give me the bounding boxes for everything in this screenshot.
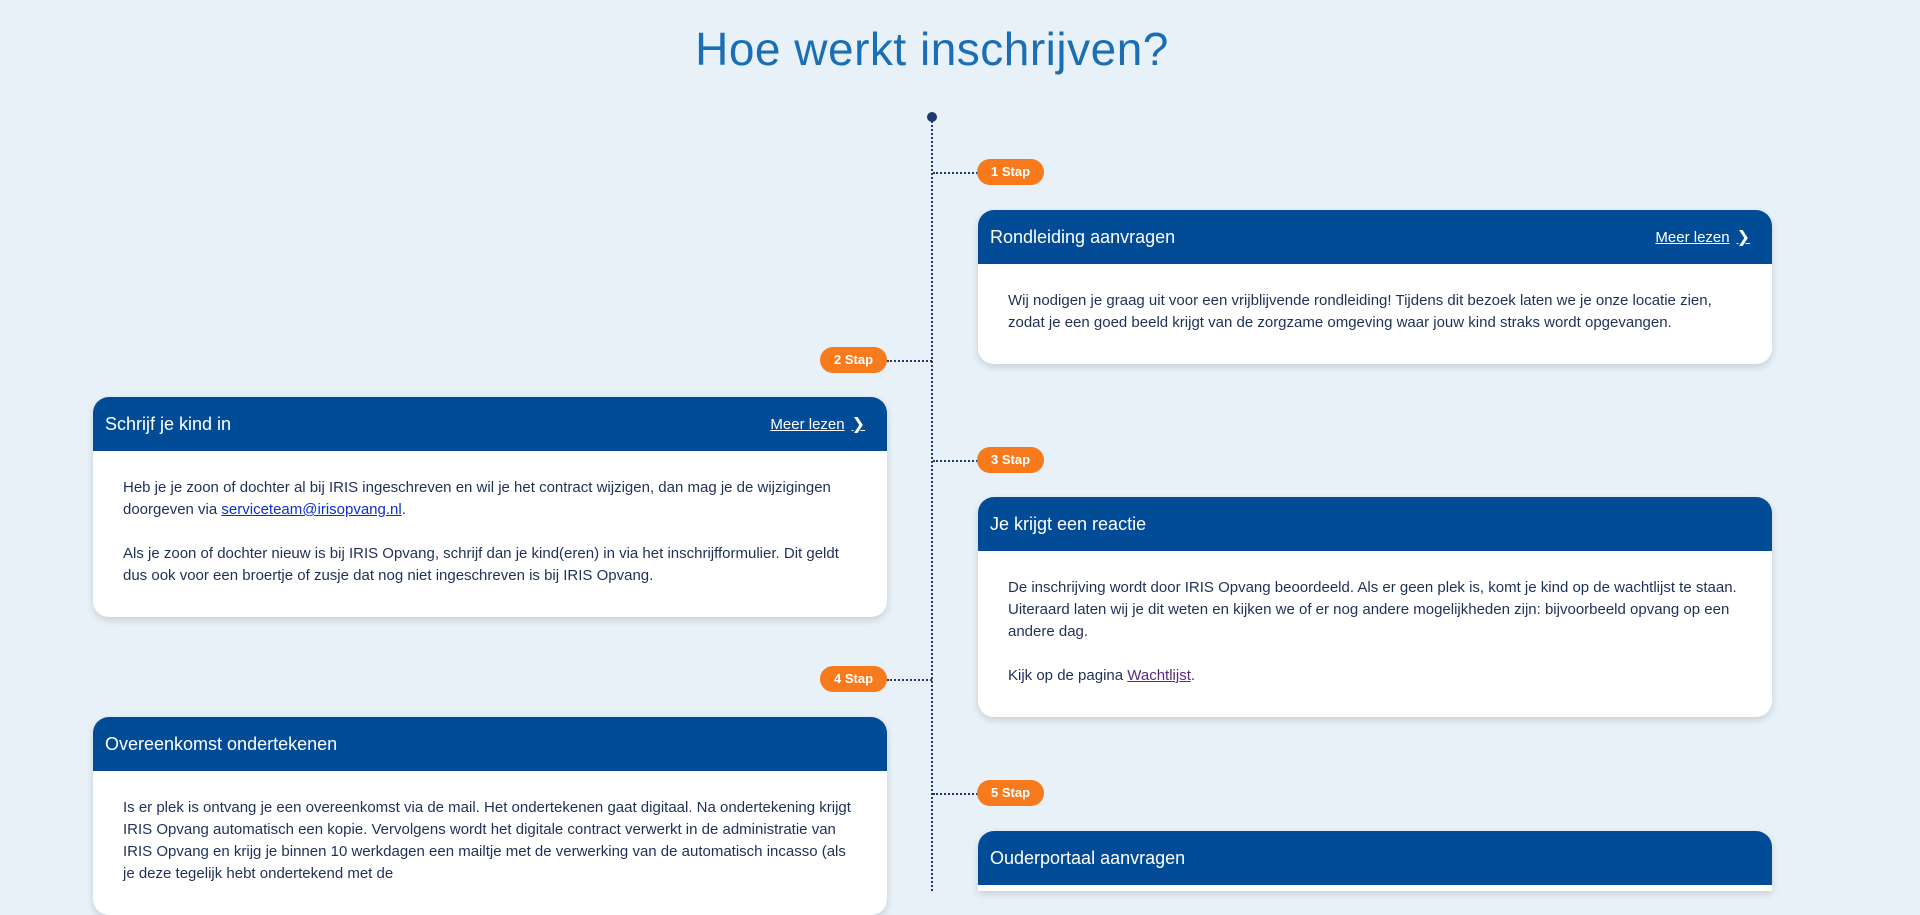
step-4-text: Is er plek is ontvang je een overeenkomst via de mail. Het ondertekenen gaat digitaal. Na ondertekening krijgt IRIS Opvang automatisch een kopie. Vervolgens wordt het digitale contract verwerkt in de administratie van IRIS Opvang en krijg je binnen 10 werkdagen een mailtje met de verwerking van de automatisch incasso (als je deze tegelijk hebt ondertekend met de [123, 799, 851, 882]
wachtlijst-link[interactable]: Wachtlijst [1127, 667, 1191, 684]
step-3-text-2: Kijk op de pagina [1008, 667, 1128, 684]
service-email-link[interactable]: serviceteam@irisopvang.nl [221, 501, 402, 518]
step-1-title: Rondleiding aanvragen [990, 226, 1176, 247]
step-3-paragraph-2 [1008, 665, 1742, 687]
step-5-title: Ouderportaal aanvragen [990, 847, 1186, 868]
step-2-paragraph-1 [123, 477, 857, 521]
step-2-text-2: Als je zoon of dochter nieuw is bij IRIS Opvang, schrijf dan je kind(eren) in via het inschrijfformulier. Dit geldt dus ook voor een broertje of zusje dat nog niet ingeschreven is bij IRIS Opvang. [123, 545, 839, 584]
step-3-connector [933, 460, 978, 462]
step-3-header [978, 497, 1772, 551]
step-4-connector [887, 679, 932, 681]
step-2-badge: 2 Stap [820, 347, 887, 373]
step-1-read-more-label: Meer lezen [1655, 228, 1730, 246]
step-4-title: Overeenkomst ondertekenen [105, 733, 338, 754]
step-3-text-1: De inschrijving wordt door IRIS Opvang beoordeeld. Als er geen plek is, komt je kind op de wachtlijst te staan. Uiteraard laten wij je dit weten en kijken we of er nog andere mogelijkheden zijn: bijvoorbeeld opvang op een andere dag. [1008, 579, 1737, 640]
step-3-text-2-end: . [1190, 667, 1196, 684]
step-2-text-1: Heb je je zoon of dochter al bij IRIS ingeschreven en wil je het contract wijzigen, dan mag je de wijzigingen doorgeven via [123, 479, 831, 518]
step-2-text-1-end: . [401, 501, 406, 518]
page-title: Hoe werkt inschrijven? [695, 23, 1169, 75]
step-1-card [978, 210, 1772, 364]
step-1-connector [933, 172, 978, 174]
step-4-card [93, 717, 887, 915]
step-1-body [978, 264, 1772, 364]
step-2-title: Schrijf je kind in [105, 413, 232, 434]
step-3-card [978, 497, 1772, 717]
timeline-line [931, 118, 933, 891]
step-1-header [978, 210, 1772, 264]
step-2-header [93, 397, 887, 451]
step-1-text: Wij nodigen je graag uit voor een vrijblijvende rondleiding! Tijdens dit bezoek laten we je onze locatie zien, zodat je een goed beeld krijgt van de zorgzame omgeving waar jouw kind straks wordt opgevangen. [1008, 292, 1712, 331]
step-3-badge: 3 Stap [977, 447, 1044, 473]
chevron-right-icon: ❯ [851, 416, 865, 433]
step-4-badge: 4 Stap [820, 666, 887, 692]
step-4-header [93, 717, 887, 771]
step-2-connector [887, 360, 932, 362]
step-2-card [93, 397, 887, 617]
step-3-body [978, 551, 1772, 717]
step-4-body [93, 771, 887, 915]
step-5-header [978, 831, 1772, 885]
step-5-badge: 5 Stap [977, 780, 1044, 806]
chevron-right-icon: ❯ [1736, 229, 1750, 246]
step-2-read-more-link[interactable] [770, 414, 865, 434]
step-2-read-more-label: Meer lezen [770, 415, 845, 433]
step-5-card [978, 831, 1772, 891]
step-2-body [93, 451, 887, 617]
step-1-badge: 1 Stap [977, 159, 1044, 185]
step-1-read-more-link[interactable] [1655, 227, 1750, 247]
step-3-title: Je krijgt een reactie [990, 513, 1147, 534]
step-5-connector [933, 793, 978, 795]
